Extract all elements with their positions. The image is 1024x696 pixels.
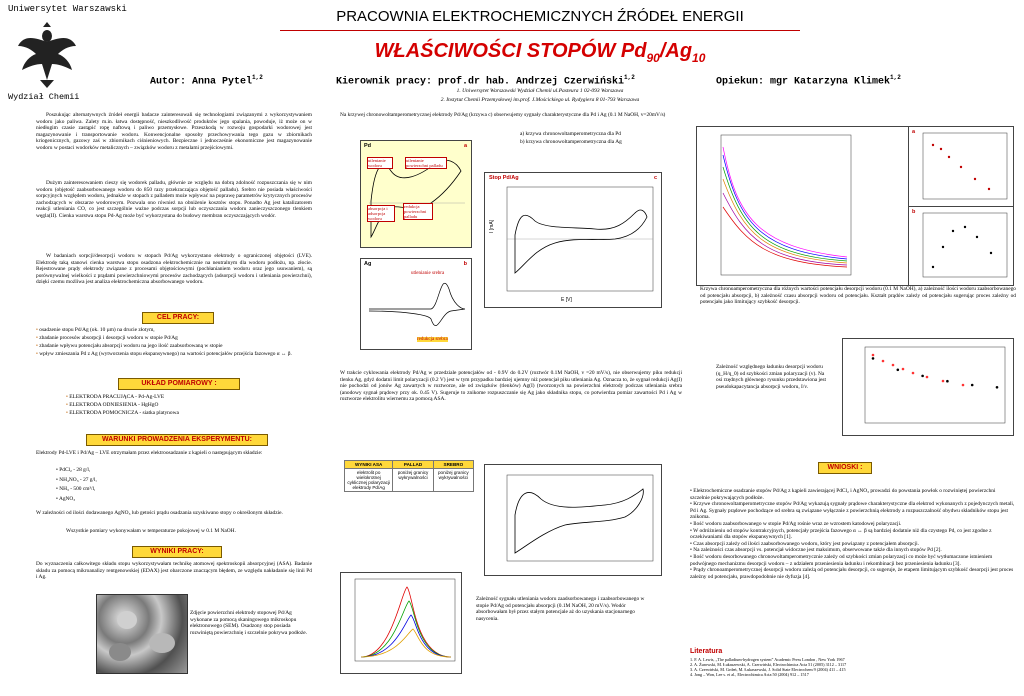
goal-header: CEL PRACY: <box>142 312 214 324</box>
ag-plot-label: Ag <box>364 261 372 267</box>
legend-a: a) krzywa chronowoltamperometryczna dla Pd <box>520 131 621 137</box>
cv-legend <box>520 130 622 146</box>
absorption-caption: Zależność sygnału utleniania wodoru zaadsorbowanego i zaabsorbowanego w stopie Pd/Ag od potencjału absorpcji (0.1M NaOH, 20 mV/s). Wodór absorbowałam był przez stałym potencjale aż do uzyskania stacjonarnego nasycenia. <box>476 596 645 622</box>
asa-cell: poniżej granicy wykrywalności <box>433 469 473 492</box>
ag-plot-letter: b <box>463 261 467 267</box>
pd-annotation: utlenianie wodoru <box>367 157 393 169</box>
cv-discussion: W trakcie cyklowania elektrody Pd/Ag w przedziale potencjałów od - 0.9V do 0.2V (roztwór 0.1M NaOH, v =20 mV/s), nie obserwujemy piku redukcji tlenku Ag, gdyż dodatni limit polaryzacji (0.2 V) jest w tym przypadku bardziej ujemny niż potencjał piku utleniania Ag. Oznacza to, że sygnał redukcji Ag(I) nie pochodzi od jonów Ag zawartych w roztworze, ale od związków (tlenków) Ag(I) (tworzonych na powierzchni elektrody podczas utleniania srebra (anodowy sygnał prądowy przy ok. 0.45 V). Sugeruje to znikome rozpuszczanie się Ag jako składnika stopu, co potwierdza pomiar zawartości Pd i Ag w roztworze elektrolitu wiernemu za pomocą ASA. <box>340 370 682 403</box>
goal-item: • wpływ zmieszania Pd z Ag (wytworzenia stopu ekspansywnego) na wartości potencjałów przejścia fazowego α ↔ β. <box>36 350 312 358</box>
results-header: WYNIKI PRACY: <box>132 546 222 558</box>
tutor-line: Opiekun: mgr Katarzyna Klimek$^{1,2}$ <box>716 74 901 88</box>
bath-item: • AgNO₃ <box>56 495 76 502</box>
intro-paragraph-3: W badaniach sorpcji/desorpcji wodoru w stopach Pd/Ag wykorzystano elektrody o ograniczonej objętości (LVE). Elektrodę taką stanowi cienka warstwa stopu osadzona elektrochemicznie na neutralnym dla wodoru podłożu, np. złocie. Rejestrowane prądy elektrody związane z procesami objętościowymi (pochłanianiem wodoru oraz jego usuwaniem), są porównywalnej wielkości z prądami powierzchniowymi procesów zachodzących (adsorpcji wodoru i utleniania powierzchni), dzięki czemu możliwa jest analiza elektrochemiczna absorbowanego wodoru. <box>36 253 312 286</box>
supervisor-line: Kierownik pracy: prof.dr hab. Andrzej Czerwiński$^{1,2}$ <box>336 74 635 88</box>
bath-item: • PdCl₂ - 28 g/l, <box>56 467 91 473</box>
results-text: Do wyznaczenia całkowitego składu stopu wykorzystywałam technikę atomowej spektroskopii absorpcyjnej (ASA). Badanie składu za pomocą mikroanalizy rentgenowskiej (EDAX) jest obarczone znaczącym błędem, ze względu nakładanie się linii Pd i Ag. <box>36 561 312 581</box>
absorption-peaks-plot <box>340 572 462 674</box>
asa-header: PALLAD <box>393 461 433 469</box>
plot-a-letter: a <box>912 129 916 135</box>
university-name: Uniwersytet Warszawski <box>8 4 127 14</box>
affiliation-1: 1. Uniwersytet Warszawski Wydział Chemii ul.Pasteura 1 02-093 Warszawa <box>456 88 624 94</box>
conclusion-item: • Czas absorpcji zależy od ilości zaabsorbowanego wodoru, który jest powiązany z potencjałem absorpcji. <box>690 540 919 547</box>
goal-list <box>36 326 312 358</box>
pdag-cv-chart-2 <box>485 465 661 575</box>
pd-plot-label: Pd <box>364 143 372 149</box>
setup-item: • ELEKTRODA PRACUJĄCA - Pd-Ag-LVE <box>66 393 306 401</box>
setup-item: • ELEKTRODA POMOCNICZA - siatka platynowa <box>66 409 306 417</box>
asa-header: SREBRO <box>433 461 473 469</box>
bath-item: • NH₄NO₃ - 27 g/l, <box>56 476 97 483</box>
pd-cv-plot <box>360 140 472 248</box>
bath-composition-list <box>56 466 97 504</box>
legend-b: b) krzywa chronowoltamperometryczna dla Ag <box>520 139 622 145</box>
asa-header: WYNIKI ASA <box>345 461 393 469</box>
author-line: Autor: Anna Pytel$^{1,2}$ <box>150 74 263 88</box>
plot-b-letter: b <box>912 209 916 215</box>
conclusion-item: • Elektrochemiczne osadzanie stopów Pd/Ag z kąpieli zawierającej PdCl₂ i AgNO₃ prowadzi do powstania powłok o rozwiniętej powierzchni szczelnie pokrywających podłoże. <box>690 488 996 501</box>
reference-list <box>690 657 1016 677</box>
setup-list <box>66 393 306 417</box>
reference-item: 2. A. Żurowski, M. Łukaszewski, A. Czerwiński, Electrochimica Acta 51 (2005) 3112 – 3117 <box>690 662 847 667</box>
faculty-name: Wydział Chemii <box>8 92 80 102</box>
pdag-plot-label: Stop Pd/Ag <box>489 175 519 181</box>
chronoamperometry-chart <box>697 127 909 285</box>
title-rule <box>280 30 800 31</box>
chronoamperometry-caption: Krzywa chronoamperometryczna dla różnych wartości potencjału desorpcji wodoru (0.1 M NaOH), a) zależność ilości wodoru zaabsorbowanego od potencjału absorpcji, b) zależność czasu absorpcji wodoru od potencjału. Kształt prądów zależy od potencjału sugerując proces zależny od potencjału jako limitujący szybkość desorpcji. <box>700 286 1016 306</box>
conclusion-item: • Ilość wodoru zaabsorbowanego w stopie Pd/Ag rośnie wraz ze wzrostem katodowej polaryzacji. <box>690 520 902 527</box>
conclusion-item: • Prądy chronoamperometrycznej desorpcji wodoru zależą od potencjału desorpcji, co sugeruje, że etapem limitującym szybkość desorpcji jest proces zależny od potencjału, prawdopodobnie nie dyfuzja [4]. <box>690 567 1014 580</box>
conclusions-list <box>690 488 1016 580</box>
reference-item: 4. Jong – Won, Lee s. et al., Electrochimica Acta 50 (2004) 912 – 1517 <box>690 672 809 677</box>
absorption-time-plot <box>908 206 1014 286</box>
desorption-point <box>996 386 999 389</box>
conditions-intro: Elektrody Pd-LVE i Pd/Ag – LVE otrzymałam przez elektroosadzanie z kąpieli o następującym składzie: <box>36 450 263 456</box>
ag-annotation: redukcja srebra <box>417 337 448 342</box>
asa-cell: elektrolit po wielokrotnej cyklicznej polaryzacji elektrody Pd/Ag <box>345 469 393 492</box>
desorption-point <box>971 384 974 387</box>
setup-header: UKŁAD POMIAROWY : <box>118 378 240 390</box>
eagle-emblem-icon <box>16 16 78 90</box>
absorbed-h-plot <box>908 126 1014 208</box>
asa-table <box>344 460 474 492</box>
desorption-point <box>921 375 924 378</box>
sem-grain <box>149 633 175 653</box>
sem-caption: Zdjęcie powierzchni elektrody stopowej Pd/Ag wykonane za pomocą skaningowego mikroskopu elektronowego (SEM). Osadzony stop posiada rozwiniętą powierzchnię i szczelnie pokrywa podłoże. <box>190 610 308 636</box>
reference-item: 1. F. A. Lewis, „The palladium-hydrogen system” Academic Press London , New York 1967 <box>690 657 845 662</box>
pdag-xlabel: E [V] <box>561 297 572 303</box>
pd-plot-letter: a <box>463 143 467 149</box>
desorption-point <box>897 369 900 372</box>
pdag-cv-plot <box>484 172 662 308</box>
conditions-text-2: W zależności od ilości dodawanego AgNO₃ lub getości prądu osadzania uzyskiwano stopy o określonym składzie. <box>36 510 283 516</box>
setup-item: • ELEKTRODA ODNIESIENIA - HgHgO <box>66 401 306 409</box>
ag-cv-plot <box>360 258 472 350</box>
ag-annotation: utlenianie srebra <box>411 271 445 276</box>
affiliation-2: 2. Instytut Chemii Przemysłowej im.prof. J.Mościckiego ul. Rydygiera 8 01-793 Warszawa <box>440 97 640 103</box>
reference-item: 3. A. Czerwiński, M. Grdeń, M. Łukaszewski, J. Solid State Electrochem 9 (2004) 411 – 415 <box>690 667 846 672</box>
lab-title: PRACOWNIA ELEKTROCHEMICZNYCH ŹRÓDEŁ ENERGII <box>336 8 744 25</box>
desorption-rate-chart <box>843 339 1013 435</box>
conclusion-item: • Na zależności czas absorpcji vs. potencjał widoczne jest maksimum, obserwowane także dla innych stopów Pd [2]. <box>690 547 942 554</box>
sem-grain <box>109 643 131 661</box>
sem-image <box>96 594 188 674</box>
literature-header: Literatura <box>690 648 723 655</box>
chronoamperometry-plot <box>696 126 910 286</box>
ag-cv-curve <box>361 259 471 349</box>
conclusions-header: WNIOSKI : <box>818 462 872 474</box>
poster-title: WŁAŚCIWOŚCI STOPÓW $Pd_{90}/Ag_{10}$ <box>374 40 706 65</box>
desorption-point <box>946 380 949 383</box>
conditions-text-3: Wszystkie pomiary wykonywałam w temperaturze pokojowej w 0.1 M NaOH. <box>66 528 236 534</box>
cv-intro: Na krzywej chronowoltamperometrycznej elektrody Pd/Ag (krzywa c) obserwujemy sygnały charakterystyczne dla Pd i Ag (0.1 M NaOH, v=20mV/s) <box>340 112 666 118</box>
pd-annotation: utlenianie powierzchni palladu <box>405 157 447 169</box>
absorption-peaks-chart <box>341 573 461 673</box>
desorption-point <box>872 357 875 360</box>
absorption-time-chart <box>909 207 1013 285</box>
pd-annotation: absorpcja i adsorpcja wodoru <box>367 205 395 222</box>
desorption-caption: Zależność względnego ładunku desorpcji wodoru (q_H/q_0) od szybkości zmian polaryzacji (v). Na osi rzędnych głównego rysunku przedstawiona jest pseudokapacytancja absorpcji wodoru, I/v. <box>716 364 827 390</box>
conclusion-item: • Ilość wodoru desorbowanego chronowoltamperometrycznie zależy od szybkości zmian polaryzacji co może być wytłumaczone istnieniem podwójnego mechanizmu desorpcji wodoru – z udziałem przeniesienia ładunku i rekombinacji bez przeniesienia ładunku [3]. <box>690 553 993 567</box>
intro-paragraph-2: Dużym zainteresowaniem cieszy się wodorek palladu, głównie ze względu na dobrą zdolność rozpuszczania się w nim wodoru (objętość zaabsorbowanego wodoru do 850 razy przekraczająca objętość palladu). Srebro nie posiada właściwości sorpcyjnych względem wodoru, jednakże w stopach z palladem może wpływać na poprawę parametrów krytycznych procesów zachodzących w obszarze wodorowym. Pozwala ono również na obniżenie kosztów stopu. Ponadto Ag jest katalizatorem reakcji utleniania CO, co jest szczególnie ważne podczas sorpcji lub oczyszczania wodoru zanieczyszczonego tlenkiem węgla(II). Cienka warstwa stopu Pd-Ag może być wykorzystana do budowy membran oczyszczających wodór. <box>36 180 312 219</box>
sem-grain <box>117 611 137 629</box>
goal-item: • zbadanie wpływu potencjału absorpcji wodoru na jego ilość zaabsorbowaną w stopie <box>36 342 312 350</box>
pdag-cv-chart <box>485 173 661 307</box>
goal-item: • osadzenie stopu Pd/Ag (ok. 10 µm) na drucie złotym, <box>36 326 312 334</box>
intro-paragraph-1: Poszukując alternatywnych źródeł energii badacze zainteresowali się technologiami związanymi z wykorzystywaniem wodoru jako paliwa. Zalety m.in. łatwa dostępność, nieszkodliwość produktów jego spalania, powoduje, iż może on w niedługim czasie zastąpić ropę naftową i paliwo przemysłowe. Przeszkodą w rozwoju gospodarki wodorowej jest magazynowanie i transportowanie wodoru. Konwencjonalne sposoby przechowywania tego gazu w zbiornikach kriogenicznych, gazowy zaś w zbiornikach ciśnieniowych. Bezpieczne i jednocześnie ekonomiczne jest magazynowanie wodoru w postaci wodorków metalicznych – związków wodoru z metalami przejściowymi. <box>36 112 312 151</box>
conclusion-item: • Krzywe chronowoltamperometryczne stopów Pd/Ag wykazują sygnały prądowe charakterystyczne dla elektrod wykonanych z pojedynczych metali, Pd i Ag. Sygnały prądowe pochodzące od srebra są związane wyłącznie z powierzchnią elektrody a rozpuszczalność obydwu składników stopu jest znikoma. <box>690 501 1015 521</box>
pdag-cv-plot-2 <box>484 464 662 576</box>
asa-cell: poniżej granicy wykrywalności <box>393 469 433 492</box>
conclusion-item: • W odróżnieniu od stopów kontrakcyjnych, potencjały przejścia fazowego α ↔ β są bardziej dodatnie niż dla czystego Pd, co jest zgodne z oczekiwaniami dla stopów ekspansywnych [1]. <box>690 527 992 541</box>
goal-item: • zbadanie procesów absorpcji i desorpcji wodoru w stopie Pd/Ag <box>36 334 312 342</box>
bath-item: • NH₃ - 500 cm³/l, <box>56 486 96 493</box>
pdag-ylabel: I [mA] <box>489 219 495 233</box>
conditions-header: WARUNKI PROWADZENIA EKSPERYMENTU: <box>86 434 268 446</box>
pd-annotation: redukcja powierzchni palladu <box>403 203 433 220</box>
desorption-rate-plot <box>842 338 1014 436</box>
absorbed-h-chart <box>909 127 1013 207</box>
pdag-plot-letter: c <box>653 175 657 181</box>
